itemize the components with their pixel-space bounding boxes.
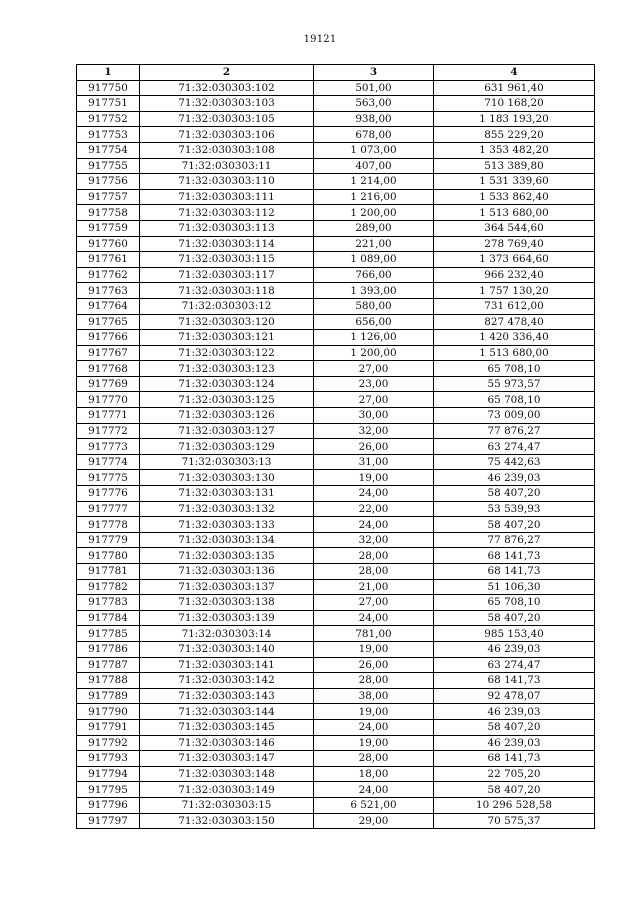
record-number-cell: 917795	[77, 782, 140, 798]
column-header-4: 4	[434, 65, 595, 81]
record-number-cell: 917762	[77, 267, 140, 283]
table-row	[77, 96, 595, 112]
cadastral-number-cell: 71:32:030303:133	[140, 517, 314, 533]
record-number-cell: 917785	[77, 626, 140, 642]
table-row	[77, 361, 595, 377]
value-cell: 631 961,40	[434, 80, 595, 96]
value-cell: 58 407,20	[434, 610, 595, 626]
cadastral-number-cell: 71:32:030303:129	[140, 439, 314, 455]
record-number-cell: 917769	[77, 376, 140, 392]
area-cell: 21,00	[314, 579, 434, 595]
record-number-cell: 917788	[77, 673, 140, 689]
area-cell: 1 200,00	[314, 345, 434, 361]
table-row	[77, 454, 595, 470]
area-cell: 1 126,00	[314, 330, 434, 346]
table-row	[77, 439, 595, 455]
area-cell: 1 216,00	[314, 189, 434, 205]
table-row	[77, 501, 595, 517]
area-cell: 781,00	[314, 626, 434, 642]
value-cell: 68 141,73	[434, 548, 595, 564]
value-cell: 58 407,20	[434, 517, 595, 533]
area-cell: 19,00	[314, 470, 434, 486]
table-row	[77, 766, 595, 782]
table-row	[77, 735, 595, 751]
value-cell: 827 478,40	[434, 314, 595, 330]
table-row	[77, 423, 595, 439]
cadastral-number-cell: 71:32:030303:132	[140, 501, 314, 517]
cadastral-number-cell: 71:32:030303:103	[140, 96, 314, 112]
cadastral-number-cell: 71:32:030303:143	[140, 688, 314, 704]
cadastral-number-cell: 71:32:030303:146	[140, 735, 314, 751]
area-cell: 24,00	[314, 517, 434, 533]
table-row	[77, 470, 595, 486]
cadastral-number-cell: 71:32:030303:135	[140, 548, 314, 564]
column-header-1: 1	[77, 65, 140, 81]
value-cell: 65 708,10	[434, 595, 595, 611]
cadastral-number-cell: 71:32:030303:148	[140, 766, 314, 782]
cadastral-number-cell: 71:32:030303:120	[140, 314, 314, 330]
table-row	[77, 751, 595, 767]
value-cell: 55 973,57	[434, 376, 595, 392]
area-cell: 24,00	[314, 610, 434, 626]
table-row	[77, 205, 595, 221]
area-cell: 656,00	[314, 314, 434, 330]
record-number-cell: 917786	[77, 641, 140, 657]
value-cell: 1 420 336,40	[434, 330, 595, 346]
record-number-cell: 917751	[77, 96, 140, 112]
value-cell: 65 708,10	[434, 361, 595, 377]
table-row	[77, 174, 595, 190]
area-cell: 29,00	[314, 813, 434, 829]
record-number-cell: 917794	[77, 766, 140, 782]
cadastral-number-cell: 71:32:030303:114	[140, 236, 314, 252]
record-number-cell: 917758	[77, 205, 140, 221]
value-cell: 966 232,40	[434, 267, 595, 283]
area-cell: 22,00	[314, 501, 434, 517]
record-number-cell: 917775	[77, 470, 140, 486]
area-cell: 32,00	[314, 423, 434, 439]
value-cell: 710 168,20	[434, 96, 595, 112]
cadastral-number-cell: 71:32:030303:126	[140, 408, 314, 424]
cadastral-number-cell: 71:32:030303:113	[140, 220, 314, 236]
cadastral-number-cell: 71:32:030303:102	[140, 80, 314, 96]
cadastral-number-cell: 71:32:030303:122	[140, 345, 314, 361]
table-row	[77, 267, 595, 283]
page-number: 19121	[303, 34, 337, 45]
cadastral-number-cell: 71:32:030303:134	[140, 532, 314, 548]
value-cell: 73 009,00	[434, 408, 595, 424]
area-cell: 28,00	[314, 751, 434, 767]
cadastral-number-cell: 71:32:030303:127	[140, 423, 314, 439]
table-row	[77, 813, 595, 829]
table-row	[77, 688, 595, 704]
record-number-cell: 917792	[77, 735, 140, 751]
record-number-cell: 917754	[77, 142, 140, 158]
value-cell: 68 141,73	[434, 564, 595, 580]
cadastral-number-cell: 71:32:030303:11	[140, 158, 314, 174]
record-number-cell: 917781	[77, 564, 140, 580]
table-row	[77, 252, 595, 268]
table-row	[77, 392, 595, 408]
column-header-3: 3	[314, 65, 434, 81]
value-cell: 77 876,27	[434, 532, 595, 548]
cadastral-number-cell: 71:32:030303:145	[140, 719, 314, 735]
area-cell: 1 073,00	[314, 142, 434, 158]
record-number-cell: 917782	[77, 579, 140, 595]
area-cell: 407,00	[314, 158, 434, 174]
value-cell: 1 513 680,00	[434, 345, 595, 361]
record-number-cell: 917755	[77, 158, 140, 174]
value-cell: 46 239,03	[434, 735, 595, 751]
cadastral-number-cell: 71:32:030303:14	[140, 626, 314, 642]
value-cell: 65 708,10	[434, 392, 595, 408]
area-cell: 28,00	[314, 548, 434, 564]
table-body	[77, 80, 595, 829]
cadastral-number-cell: 71:32:030303:149	[140, 782, 314, 798]
cadastral-number-cell: 71:32:030303:137	[140, 579, 314, 595]
record-number-cell: 917768	[77, 361, 140, 377]
table-row	[77, 673, 595, 689]
area-cell: 27,00	[314, 595, 434, 611]
cadastral-number-cell: 71:32:030303:125	[140, 392, 314, 408]
area-cell: 6 521,00	[314, 797, 434, 813]
record-number-cell: 917766	[77, 330, 140, 346]
table-row	[77, 236, 595, 252]
value-cell: 58 407,20	[434, 719, 595, 735]
area-cell: 19,00	[314, 735, 434, 751]
record-number-cell: 917783	[77, 595, 140, 611]
table-row	[77, 564, 595, 580]
area-cell: 27,00	[314, 361, 434, 377]
cadastral-number-cell: 71:32:030303:124	[140, 376, 314, 392]
table-row	[77, 158, 595, 174]
table-row	[77, 657, 595, 673]
value-cell: 855 229,20	[434, 127, 595, 143]
table-row	[77, 298, 595, 314]
table-row	[77, 330, 595, 346]
record-number-cell: 917753	[77, 127, 140, 143]
record-number-cell: 917774	[77, 454, 140, 470]
record-number-cell: 917763	[77, 283, 140, 299]
value-cell: 51 106,30	[434, 579, 595, 595]
record-number-cell: 917764	[77, 298, 140, 314]
cadastral-number-cell: 71:32:030303:131	[140, 486, 314, 502]
area-cell: 31,00	[314, 454, 434, 470]
record-number-cell: 917757	[77, 189, 140, 205]
value-cell: 53 539,93	[434, 501, 595, 517]
cadastral-number-cell: 71:32:030303:123	[140, 361, 314, 377]
record-number-cell: 917777	[77, 501, 140, 517]
value-cell: 1 757 130,20	[434, 283, 595, 299]
cadastral-number-cell: 71:32:030303:13	[140, 454, 314, 470]
record-number-cell: 917787	[77, 657, 140, 673]
table-row	[77, 127, 595, 143]
cadastral-number-cell: 71:32:030303:130	[140, 470, 314, 486]
value-cell: 513 389,80	[434, 158, 595, 174]
table-row	[77, 189, 595, 205]
record-number-cell: 917778	[77, 517, 140, 533]
header-row	[77, 65, 595, 81]
area-cell: 24,00	[314, 719, 434, 735]
area-cell: 28,00	[314, 673, 434, 689]
area-cell: 24,00	[314, 782, 434, 798]
table-row	[77, 111, 595, 127]
record-number-cell: 917750	[77, 80, 140, 96]
cadastral-number-cell: 71:32:030303:115	[140, 252, 314, 268]
value-cell: 1 183 193,20	[434, 111, 595, 127]
record-number-cell: 917770	[77, 392, 140, 408]
table-row	[77, 704, 595, 720]
cadastral-number-cell: 71:32:030303:121	[140, 330, 314, 346]
area-cell: 1 089,00	[314, 252, 434, 268]
record-number-cell: 917784	[77, 610, 140, 626]
table-row	[77, 220, 595, 236]
area-cell: 221,00	[314, 236, 434, 252]
cadastral-number-cell: 71:32:030303:147	[140, 751, 314, 767]
value-cell: 1 513 680,00	[434, 205, 595, 221]
value-cell: 63 274,47	[434, 439, 595, 455]
table-row	[77, 548, 595, 564]
cadastral-number-cell: 71:32:030303:105	[140, 111, 314, 127]
cadastral-number-cell: 71:32:030303:117	[140, 267, 314, 283]
value-cell: 46 239,03	[434, 641, 595, 657]
table-row	[77, 486, 595, 502]
area-cell: 289,00	[314, 220, 434, 236]
area-cell: 23,00	[314, 376, 434, 392]
record-number-cell: 917791	[77, 719, 140, 735]
area-cell: 19,00	[314, 704, 434, 720]
table-row	[77, 345, 595, 361]
area-cell: 1 393,00	[314, 283, 434, 299]
record-number-cell: 917756	[77, 174, 140, 190]
record-number-cell: 917771	[77, 408, 140, 424]
area-cell: 26,00	[314, 439, 434, 455]
column-header-2: 2	[140, 65, 314, 81]
cadastral-number-cell: 71:32:030303:111	[140, 189, 314, 205]
cadastral-number-cell: 71:32:030303:136	[140, 564, 314, 580]
area-cell: 27,00	[314, 392, 434, 408]
cadastral-number-cell: 71:32:030303:150	[140, 813, 314, 829]
value-cell: 46 239,03	[434, 470, 595, 486]
value-cell: 68 141,73	[434, 673, 595, 689]
table-row	[77, 641, 595, 657]
area-cell: 766,00	[314, 267, 434, 283]
value-cell: 731 612,00	[434, 298, 595, 314]
table-header	[77, 65, 595, 81]
area-cell: 28,00	[314, 564, 434, 580]
value-cell: 75 442,63	[434, 454, 595, 470]
area-cell: 678,00	[314, 127, 434, 143]
area-cell: 30,00	[314, 408, 434, 424]
value-cell: 77 876,27	[434, 423, 595, 439]
value-cell: 1 353 482,20	[434, 142, 595, 158]
value-cell: 1 533 862,40	[434, 189, 595, 205]
area-cell: 1 214,00	[314, 174, 434, 190]
area-cell: 1 200,00	[314, 205, 434, 221]
cadastral-number-cell: 71:32:030303:106	[140, 127, 314, 143]
record-number-cell: 917765	[77, 314, 140, 330]
cadastral-number-cell: 71:32:030303:15	[140, 797, 314, 813]
value-cell: 1 373 664,60	[434, 252, 595, 268]
area-cell: 24,00	[314, 486, 434, 502]
record-number-cell: 917796	[77, 797, 140, 813]
table-row	[77, 517, 595, 533]
value-cell: 10 296 528,58	[434, 797, 595, 813]
value-cell: 364 544,60	[434, 220, 595, 236]
record-number-cell: 917760	[77, 236, 140, 252]
area-cell: 501,00	[314, 80, 434, 96]
cadastral-number-cell: 71:32:030303:108	[140, 142, 314, 158]
value-cell: 22 705,20	[434, 766, 595, 782]
area-cell: 26,00	[314, 657, 434, 673]
cadastral-number-cell: 71:32:030303:12	[140, 298, 314, 314]
value-cell: 63 274,47	[434, 657, 595, 673]
value-cell: 58 407,20	[434, 486, 595, 502]
value-cell: 58 407,20	[434, 782, 595, 798]
table-row	[77, 579, 595, 595]
table-row	[77, 532, 595, 548]
value-cell: 92 478,07	[434, 688, 595, 704]
area-cell: 32,00	[314, 532, 434, 548]
record-number-cell: 917789	[77, 688, 140, 704]
table-row	[77, 595, 595, 611]
record-number-cell: 917773	[77, 439, 140, 455]
cadastral-number-cell: 71:32:030303:138	[140, 595, 314, 611]
record-number-cell: 917780	[77, 548, 140, 564]
record-number-cell: 917790	[77, 704, 140, 720]
cadastral-number-cell: 71:32:030303:141	[140, 657, 314, 673]
cadastral-number-cell: 71:32:030303:140	[140, 641, 314, 657]
area-cell: 580,00	[314, 298, 434, 314]
record-number-cell: 917793	[77, 751, 140, 767]
value-cell: 46 239,03	[434, 704, 595, 720]
area-cell: 18,00	[314, 766, 434, 782]
table-row	[77, 142, 595, 158]
table-row	[77, 626, 595, 642]
record-number-cell: 917752	[77, 111, 140, 127]
record-number-cell: 917761	[77, 252, 140, 268]
table-row	[77, 283, 595, 299]
table-row	[77, 314, 595, 330]
table-row	[77, 719, 595, 735]
area-cell: 563,00	[314, 96, 434, 112]
cadastral-number-cell: 71:32:030303:144	[140, 704, 314, 720]
data-table	[76, 64, 595, 829]
cadastral-number-cell: 71:32:030303:139	[140, 610, 314, 626]
record-number-cell: 917776	[77, 486, 140, 502]
area-cell: 38,00	[314, 688, 434, 704]
table-row	[77, 797, 595, 813]
cadastral-number-cell: 71:32:030303:112	[140, 205, 314, 221]
value-cell: 1 531 339,60	[434, 174, 595, 190]
table-row	[77, 376, 595, 392]
table-row	[77, 782, 595, 798]
record-number-cell: 917767	[77, 345, 140, 361]
record-number-cell: 917797	[77, 813, 140, 829]
table-row	[77, 408, 595, 424]
value-cell: 278 769,40	[434, 236, 595, 252]
cadastral-number-cell: 71:32:030303:110	[140, 174, 314, 190]
cadastral-number-cell: 71:32:030303:118	[140, 283, 314, 299]
record-number-cell: 917779	[77, 532, 140, 548]
value-cell: 985 153,40	[434, 626, 595, 642]
value-cell: 68 141,73	[434, 751, 595, 767]
cadastral-number-cell: 71:32:030303:142	[140, 673, 314, 689]
table-row	[77, 610, 595, 626]
area-cell: 938,00	[314, 111, 434, 127]
record-number-cell: 917759	[77, 220, 140, 236]
area-cell: 19,00	[314, 641, 434, 657]
record-number-cell: 917772	[77, 423, 140, 439]
table-row	[77, 80, 595, 96]
value-cell: 70 575,37	[434, 813, 595, 829]
